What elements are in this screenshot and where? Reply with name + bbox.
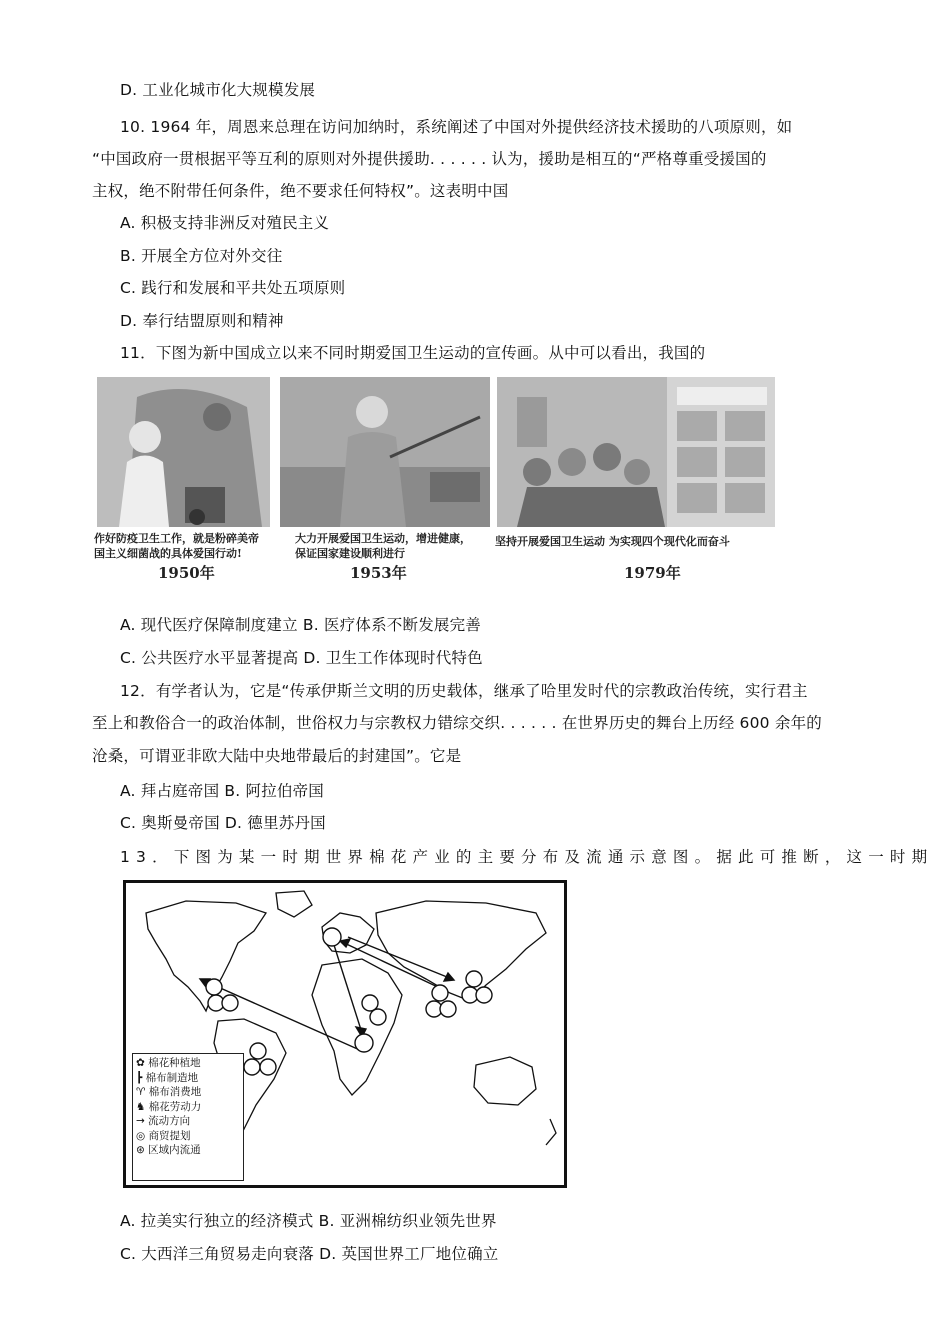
q9-option-d: D. 工业化城市化大规模发展 <box>120 81 316 99</box>
cotton-plant-icon: ✿ <box>136 1057 145 1069</box>
region-marker-north-america-2 <box>222 995 238 1011</box>
region-marker-britain <box>323 928 341 946</box>
poster-1979-year: 1979年 <box>624 564 681 582</box>
q11-options-ab: A. 现代医疗保障制度建立 B. 医疗体系不断发展完善 <box>120 616 482 634</box>
region-marker-south-america-1 <box>250 1043 266 1059</box>
legend-cotton-labor: ♞ 棉花劳动力 <box>136 1100 202 1113</box>
region-marker-caribbean <box>206 979 222 995</box>
region-marker-south-america-2 <box>244 1059 260 1075</box>
flow-arrow-africa-americas <box>200 979 362 1051</box>
q11-options-cd: C. 公共医疗水平显著提高 D. 卫生工作体现时代特色 <box>120 649 483 667</box>
legend-regional-circulation: ⊛ 区域内流通 <box>136 1144 201 1156</box>
poster-1953-caption-line1: 大力开展爱国卫生运动，增进健康， <box>295 532 471 545</box>
cluster-icon: ⊛ <box>136 1144 145 1156</box>
q10-option-d: D. 奉行结盟原则和精神 <box>120 312 284 330</box>
asia-outline <box>376 901 546 1001</box>
poster-1953-image <box>280 377 490 527</box>
poster-1950-caption-line2: 国主义细菌战的具体爱国行动! <box>94 547 242 560</box>
poster-1953-year: 1953年 <box>350 564 407 582</box>
region-marker-china-1 <box>466 971 482 987</box>
legend-cloth-consumption: ♈ 棉布消费地 <box>136 1086 202 1098</box>
shirt-icon: ♈ <box>136 1086 146 1098</box>
new-zealand-outline <box>546 1119 556 1145</box>
flow-arrow-europe-asia <box>348 937 452 979</box>
q10-stem-line1: 10. 1964 年，周恩来总理在访问加纳时，系统阐述了中国对外提供经济技术援助的八项原则，如 <box>120 118 793 136</box>
flow-arrowhead-europe <box>340 939 350 947</box>
q10-option-b: B. 开展全方位对外交往 <box>120 247 283 265</box>
legend-trade-planning: ◎ 商贸提划 <box>136 1129 191 1142</box>
q13-options-ab: A. 拉美实行独立的经济模式 B. 亚洲棉纺织业领先世界 <box>120 1212 497 1230</box>
map-legend <box>132 1053 244 1181</box>
region-marker-middle-east-1 <box>362 995 378 1011</box>
region-marker-india-3 <box>440 1001 456 1017</box>
poster-1953-caption-line2: 保证国家建设顺利进行 <box>295 547 405 560</box>
poster-1950-year: 1950年 <box>158 564 215 582</box>
australia-outline <box>474 1057 536 1105</box>
region-marker-india-1 <box>432 985 448 1001</box>
world-cotton-map <box>123 880 567 1188</box>
poster-1979-image <box>497 377 775 527</box>
legend-cloth-manufacturing: ┣ 棉布制造地 <box>136 1071 199 1084</box>
region-marker-south-america-3 <box>260 1059 276 1075</box>
region-marker-china-3 <box>476 987 492 1003</box>
q10-stem-line2: “中国政府一贯根据平等互利的原则对外提供援助. . . . . . 认为，援助是相互的“严格尊重受援国的 <box>92 150 767 168</box>
q12-stem-line2: 至上和教俗合一的政治体制，世俗权力与宗教权力错综交织. . . . . . 在世界历史的舞台上历经 600 余年的 <box>92 714 822 732</box>
flow-arrow-europe-africa <box>334 945 362 1033</box>
q13-options-cd: C. 大西洋三角贸易走向衰落 D. 英国世界工厂地位确立 <box>120 1245 499 1263</box>
q12-options-cd: C. 奥斯曼帝国 D. 德里苏丹国 <box>120 814 326 832</box>
q10-stem-line3: 主权，绝不附带任何条件，绝不要求任何特权”。这表明中国 <box>92 182 509 200</box>
poster-1950-image <box>97 377 270 527</box>
q12-stem-line3: 沧桑，可谓亚非欧大陆中央地带最后的封建国”。它是 <box>92 747 462 765</box>
flow-arrow-asia-europe <box>340 941 442 989</box>
q10-option-a: A. 积极支持非洲反对殖民主义 <box>120 214 330 232</box>
arrow-icon: → <box>136 1115 145 1127</box>
legend-flow-direction: → 流动方向 <box>136 1115 191 1127</box>
worker-icon: ♞ <box>136 1100 146 1113</box>
region-marker-africa-labor <box>355 1034 373 1052</box>
poster-1979-caption: 坚持开展爱国卫生运动 为实现四个现代化而奋斗 <box>495 535 730 548</box>
poster-1950-caption-line1: 作好防疫卫生工作，就是粉碎美帝 <box>94 532 259 545</box>
greenland-outline <box>276 891 312 917</box>
north-america-outline <box>146 901 266 1011</box>
flow-arrowhead-asia <box>444 973 454 981</box>
region-marker-middle-east-2 <box>370 1009 386 1025</box>
q11-stem: 11．下图为新中国成立以来不同时期爱国卫生运动的宣传画。从中可以看出，我国的 <box>120 344 706 362</box>
q12-stem-line1: 12．有学者认为，它是“传承伊斯兰文明的历史载体，继承了哈里发时代的宗教政治传统，实行君主 <box>120 682 808 700</box>
circle-icon: ◎ <box>136 1129 146 1142</box>
q10-option-c: C. 践行和发展和平共处五项原则 <box>120 279 346 297</box>
q12-options-ab: A. 拜占庭帝国 B. 阿拉伯帝国 <box>120 782 325 800</box>
legend-cotton-planting: ✿ 棉花种植地 <box>136 1057 201 1069</box>
q13-stem: 13．下图为某一时期世界棉花产业的主要分布及流通示意图。据此可推断，这一时期 <box>120 848 934 866</box>
loom-icon: ┣ <box>136 1071 143 1084</box>
